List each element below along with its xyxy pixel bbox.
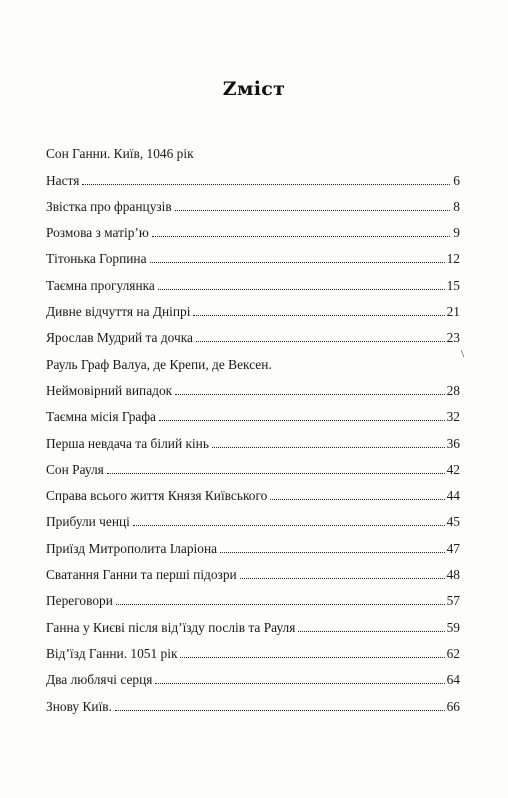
toc-entry-page: 62 (446, 645, 460, 661)
toc-entry-page: 45 (446, 514, 460, 530)
toc-entry-title: Сон Ганни. Київ, 1046 рік (46, 146, 194, 162)
dot-leader (133, 524, 445, 526)
dot-leader (270, 498, 444, 500)
toc-entry (46, 320, 460, 346)
toc-entry-page: 66 (446, 698, 460, 714)
toc-entry-page: 28 (446, 382, 460, 398)
toc-entry-title: Сон Рауля (46, 461, 104, 477)
toc-entry-title: Справа всього життя Князя Київського (46, 488, 268, 504)
dot-leader (155, 682, 444, 684)
table-of-contents (46, 136, 460, 715)
toc-entry-page: 21 (446, 304, 460, 320)
dot-leader (107, 472, 445, 474)
toc-entry (46, 452, 460, 478)
toc-entry-title: Знову Київ. (46, 698, 112, 714)
toc-entry-page: 36 (446, 435, 460, 451)
toc-entry-title: Ярослав Мудрий та дочка (46, 330, 193, 346)
toc-entry-title: Сватання Ганни та перші підозри (46, 567, 237, 583)
toc-entry (46, 583, 460, 609)
dot-leader (193, 314, 444, 316)
margin-mark: \ (461, 348, 465, 360)
toc-entry-page: 57 (446, 593, 460, 609)
page-title: Ζміст (222, 78, 286, 100)
dot-leader (158, 288, 445, 290)
toc-entry (46, 346, 460, 372)
toc-entry-title: Звістка про французів (46, 198, 172, 214)
toc-entry-page: 32 (446, 409, 460, 425)
toc-entry-title: Неймовірний випадок (46, 382, 173, 398)
toc-entry (46, 399, 460, 425)
toc-entry (46, 162, 460, 188)
dot-leader (175, 393, 444, 395)
toc-entry-page: 42 (446, 461, 460, 477)
dot-leader (115, 709, 445, 711)
toc-entry-title: Рауль Граф Валуа, де Крепи, де Вексен. (46, 356, 272, 372)
toc-entry-title: Переговори (46, 593, 113, 609)
dot-leader (196, 340, 445, 342)
toc-entry (46, 609, 460, 635)
toc-entry-title: Таємна прогулянка (46, 277, 155, 293)
toc-entry (46, 215, 460, 241)
toc-entry-title: Перша невдача та білий кінь (46, 435, 209, 451)
toc-entry-page: 12 (446, 251, 460, 267)
dot-leader (175, 209, 450, 211)
toc-entry (46, 241, 460, 267)
dot-leader (150, 261, 445, 263)
toc-entry-title: Тітонька Горпина (46, 251, 147, 267)
dot-leader (180, 656, 444, 658)
toc-entry (46, 425, 460, 451)
toc-entry (46, 504, 460, 530)
dot-leader (220, 551, 445, 553)
toc-entry-title: Приїзд Митрополита Іларіона (46, 540, 218, 556)
toc-entry-title: Два люблячі серця (46, 672, 153, 688)
toc-entry (46, 530, 460, 556)
dot-leader (82, 183, 450, 185)
dot-leader (298, 630, 444, 632)
toc-entry-page: 23 (446, 330, 460, 346)
toc-entry-title: Дивне відчуття на Дніпрі (46, 304, 191, 320)
toc-entry (46, 136, 460, 162)
dot-leader (212, 446, 445, 448)
dot-leader (240, 577, 445, 579)
toc-entry-page: 59 (446, 619, 460, 635)
toc-entry-title: Від’їзд Ганни. 1051 рік (46, 645, 178, 661)
dot-leader (116, 603, 445, 605)
toc-entry-title: Прибули ченці (46, 514, 130, 530)
toc-entry-page: 9 (453, 225, 460, 241)
dot-leader (159, 419, 445, 421)
toc-entry (46, 636, 460, 662)
toc-entry (46, 373, 460, 399)
toc-entry (46, 478, 460, 504)
toc-entry-title: Настя (46, 172, 80, 188)
toc-entry (46, 662, 460, 688)
toc-entry-page: 8 (453, 198, 460, 214)
toc-entry (46, 267, 460, 293)
toc-entry (46, 294, 460, 320)
toc-entry (46, 688, 460, 714)
toc-entry-title: Таємна місія Графа (46, 409, 156, 425)
toc-entry-title: Розмова з матір’ю (46, 225, 149, 241)
toc-entry-page: 6 (453, 172, 460, 188)
toc-entry-page: 44 (446, 488, 460, 504)
dot-leader (152, 235, 450, 237)
toc-entry-page: 48 (446, 567, 460, 583)
toc-entry-page: 15 (446, 277, 460, 293)
toc-entry (46, 557, 460, 583)
toc-entry-title: Ганна у Києві після від’їзду послів та Рауля (46, 619, 296, 635)
toc-entry (46, 189, 460, 215)
toc-entry-page: 47 (446, 540, 460, 556)
toc-entry-page: 64 (446, 672, 460, 688)
